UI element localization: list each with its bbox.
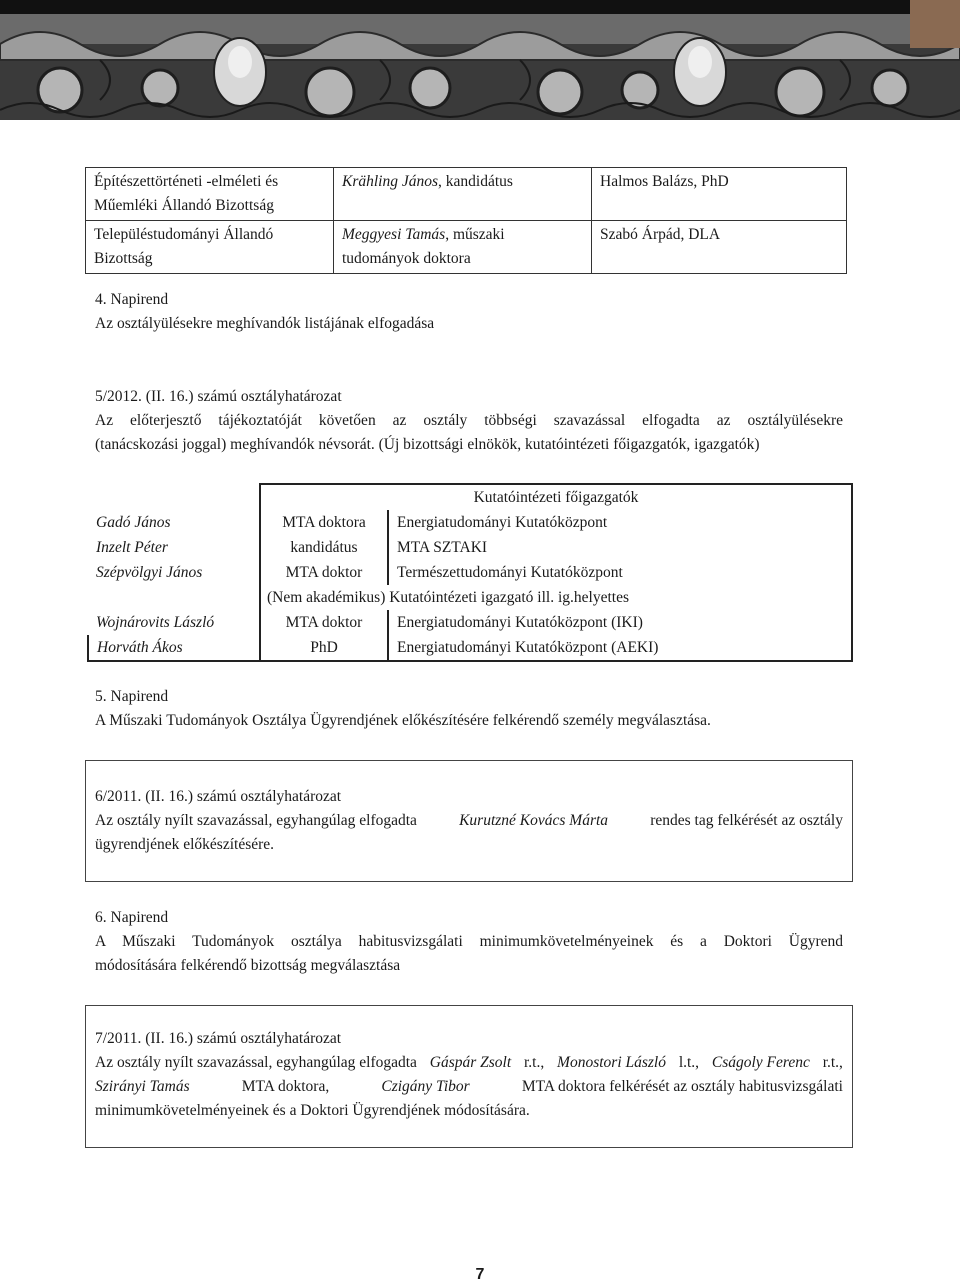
agenda6-heading: 6. Napirend (95, 909, 169, 926)
table-row (88, 610, 852, 635)
agenda4-body-line1: Az előterjesztő tájékoztatóját követően az osztály többségi szavazással elfogadta az osztályülésekre (95, 412, 843, 429)
table-row (88, 560, 852, 585)
directors-table (87, 483, 853, 662)
agenda6-line1-pre: Az osztály nyílt szavazással, egyhangúlag elfogadta (95, 1054, 417, 1071)
member-name: Krähling János (342, 173, 439, 190)
ornament-frieze-image (0, 0, 960, 120)
agenda6-name2: Monostori László (557, 1054, 666, 1071)
director-degree: MTA doktor (260, 610, 388, 635)
agenda6-name4: Szirányi Tamás (95, 1078, 190, 1095)
agenda6-title-line1: A Műszaki Tudományok osztálya habitusvizsgálati minimumkövetelményeinek és a Doktori Ügyrend (95, 933, 843, 950)
banner-corner-accent (910, 0, 960, 48)
table-row (88, 635, 852, 661)
header-ornament-banner (0, 0, 960, 120)
agenda6-name3: Cságoly Ferenc (711, 1054, 810, 1071)
agenda4-resolution-ref: 5/2012. (II. 16.) számú osztályhatározat (95, 388, 342, 405)
agenda6-line2-post: MTA doktora felkérését az osztály habitusvizsgálati (521, 1078, 843, 1095)
member-title: , kandidátus (438, 173, 513, 190)
agenda4-heading: 4. Napirend (95, 291, 169, 308)
director-name: Szépvölgyi János (96, 564, 203, 581)
director-name: Wojnárovits László (96, 614, 215, 631)
member-name: Meggyesi Tamás (342, 226, 446, 243)
member-cell (334, 168, 592, 221)
agenda4-body-line2: (tanácskozási joggal) meghívandók névsorát. (Új bizottsági elnökök, kutatóintézeti főigazgatók, igazgatók) (95, 436, 760, 453)
member-cell (334, 221, 592, 274)
agenda5-heading: 5. Napirend (95, 688, 169, 705)
director-degree: MTA doktor (260, 560, 388, 585)
agenda6-body-line2 (95, 1075, 843, 1099)
agenda6-body-line1 (95, 1051, 843, 1075)
committee-name: Építészettörténeti -elméleti és Műemléki Állandó Bizottság (86, 168, 334, 221)
new-member: Halmos Balázs, PhD (592, 168, 847, 221)
director-degree: MTA doktora (260, 510, 388, 535)
agenda6-mid4: MTA doktora, (241, 1078, 330, 1095)
director-institute: Energiatudományi Kutatóközpont (388, 510, 852, 535)
director-name: Gadó János (96, 514, 171, 531)
table-row (88, 510, 852, 535)
director-institute: MTA SZTAKI (388, 535, 852, 560)
committee-name: Településtudományi Állandó Bizottság (86, 221, 334, 274)
table-row (86, 221, 847, 274)
table-row (88, 535, 852, 560)
agenda4-title: Az osztályülésekre meghívandók listájának elfogadása (95, 315, 435, 332)
directors-header: Kutatóintézeti főigazgatók (260, 484, 852, 510)
agenda5-body-line2: ügyrendjének előkészítésére. (95, 836, 275, 853)
committee-table (85, 167, 847, 274)
agenda6-sep2: l.t., (678, 1054, 700, 1071)
director-name: Inzelt Péter (96, 539, 168, 556)
agenda6-sep1: r.t., (523, 1054, 545, 1071)
table-row (88, 585, 852, 610)
agenda6-resolution-ref: 7/2011. (II. 16.) számú osztályhatározat (95, 1030, 342, 1047)
director-institute: Természettudományi Kutatóközpont (388, 560, 852, 585)
new-member: Szabó Árpád, DLA (592, 221, 847, 274)
agenda5-body-name: Kurutzné Kovács Márta (459, 812, 609, 829)
table-row (86, 168, 847, 221)
agenda5-body-pre: Az osztály nyílt szavazással, egyhangúlag elfogadta (95, 812, 417, 829)
member-title: , műszaki tudományok doktora (342, 226, 505, 267)
page-number: 7 (475, 1266, 485, 1283)
agenda5-body-line1 (95, 809, 843, 833)
director-degree: PhD (260, 635, 388, 661)
agenda6-title-line2: módosítására felkérendő bizottság megválasztása (95, 957, 401, 974)
director-degree: kandidátus (260, 535, 388, 560)
director-name: Horváth Ákos (88, 635, 260, 661)
director-institute: Energiatudományi Kutatóközpont (AEKI) (388, 635, 852, 661)
directors-subheader: (Nem akadémikus) Kutatóintézeti igazgató ill. ig.helyettes (260, 585, 852, 610)
agenda6-name5: Czigány Tibor (381, 1078, 470, 1095)
agenda5-resolution-ref: 6/2011. (II. 16.) számú osztályhatározat (95, 788, 342, 805)
table-row (88, 484, 852, 510)
agenda5-title: A Műszaki Tudományok Osztálya Ügyrendjének előkészítésére felkérendő személy megválasztása. (95, 712, 711, 729)
director-institute: Energiatudományi Kutatóközpont (IKI) (388, 610, 852, 635)
agenda6-sep3: r.t., (822, 1054, 843, 1071)
agenda5-body-post: rendes tag felkérését az osztály (650, 812, 843, 829)
agenda6-body-line3: minimumkövetelményeinek és a Doktori Ügyrendjének módosítására. (95, 1102, 530, 1119)
agenda6-name1: Gáspár Zsolt (429, 1054, 512, 1071)
